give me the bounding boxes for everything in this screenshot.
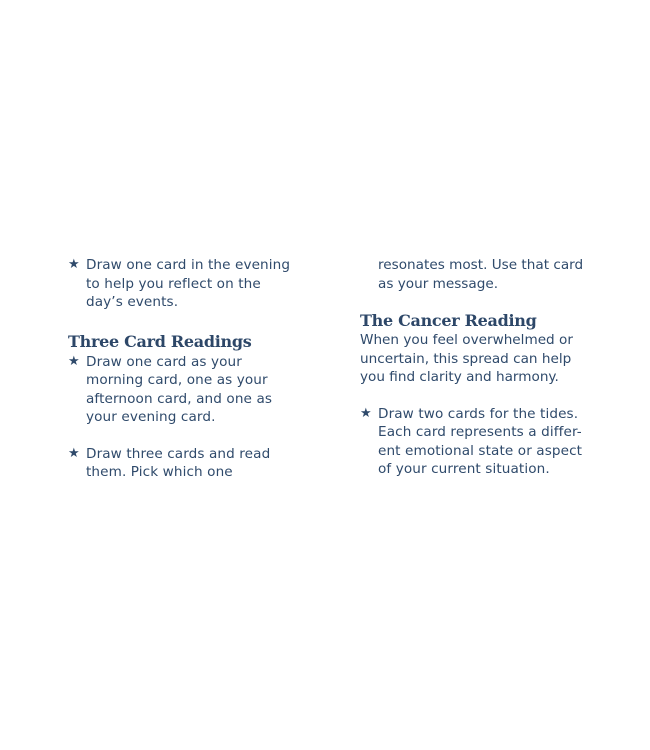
paragraph-line: When you feel overwhelmed or — [360, 332, 573, 348]
bullet-line: as your message. — [378, 275, 499, 292]
bullet-line: afternoon card, and one as — [86, 390, 273, 407]
bullet-line: day’s events. — [86, 294, 179, 310]
cancer-intro-paragraph — [360, 331, 590, 387]
bullet-continuation — [360, 256, 590, 293]
bullet-line: them. Pick which one — [86, 464, 233, 480]
left-column — [68, 256, 298, 482]
heading-cancer-reading: The Cancer Reading — [360, 311, 537, 330]
star-icon: ★ — [68, 257, 80, 272]
bullet-line: resonates most. Use that card — [378, 257, 584, 273]
bullet-three-cards — [68, 445, 298, 482]
bullet-line: of your current situation. — [378, 461, 550, 477]
bullet-line: Draw one card in the evening — [86, 257, 291, 273]
bullet-line: your evening card. — [86, 409, 216, 425]
heading-three-card-readings: Three Card Readings — [68, 331, 252, 351]
star-icon: ★ — [68, 445, 80, 461]
bullet-line: to help you reflect on the — [86, 275, 261, 292]
bullet-two-cards-tides — [360, 405, 590, 479]
star-icon: ★ — [360, 405, 372, 421]
paragraph-line: uncertain, this spread can help — [360, 350, 572, 367]
star-icon: ★ — [68, 353, 80, 369]
bullet-line: ent emotional state or aspect — [378, 442, 583, 459]
bullet-evening — [68, 256, 298, 312]
bullet-line: Draw two cards for the tides. — [378, 405, 579, 422]
bullet-line: Each card represents a differ- — [378, 424, 582, 440]
right-column — [360, 256, 590, 479]
bullet-morning-card — [68, 353, 298, 427]
bullet-line: Draw one card as your — [86, 353, 242, 370]
paragraph-line: you find clarity and harmony. — [360, 369, 559, 385]
bullet-line: Draw three cards and read — [86, 445, 271, 462]
bullet-line: morning card, one as your — [86, 372, 268, 388]
